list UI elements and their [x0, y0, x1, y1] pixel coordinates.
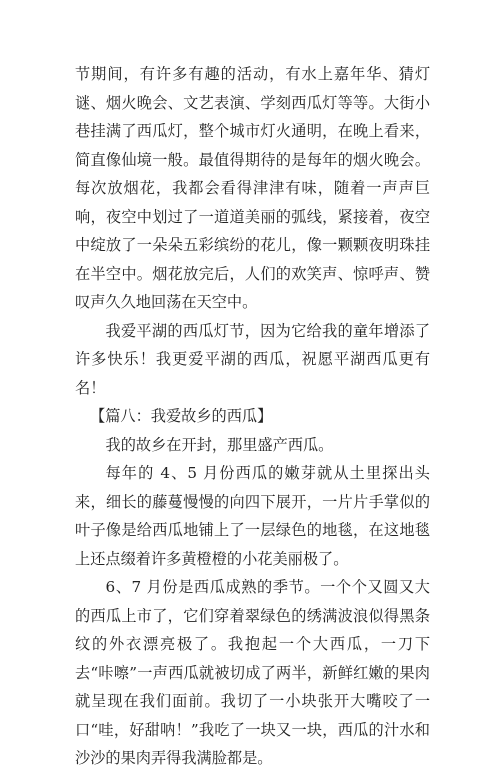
- paragraph-ripe-season: 6、7 月份是西瓜成熟的季节。一个个又圆又大的西瓜上市了，它们穿着翠绿色的绣满波浪似得黑条纹的外衣漂亮极了。我抱起一个大西瓜，一刀下去“咔嚓”一声西瓜就被切成了两半，新鲜红嫩的果肉就呈现在我们面前。我切了一小块张开大嘴咬了一口“哇，好甜呐！”我吃了一块又一块，西瓜的汁水和沙沙的果肉弄得我满脸都是。: [75, 578, 430, 767]
- paragraph-festival-activities: 节期间，有许多有趣的活动，有水上嘉年华、猜灯谜、烟火晚会、文艺表演、学刻西瓜灯等等。大街小巷挂满了西瓜灯，整个城市灯火通明，在晚上看来，简直像仙境一般。最值得期待的是每年的烟火晚会。每次放烟花，我都会看得津津有味，随着一声声巨响，夜空中划过了一道道美丽的弧线，紧接着，夜空中绽放了一朵朵五彩缤纷的花儿，像一颗颗夜明珠挂在半空中。烟花放完后，人们的欢笑声、惊呼声、赞叹声久久地回荡在天空中。: [75, 65, 430, 311]
- document-body: [75, 60, 430, 773]
- paragraph-spring-sprouts: 每年的 4、5 月份西瓜的嫩芽就从土里探出头来，细长的藤蔓慢慢的向四下展开，一片片手掌似的叶子像是给西瓜地铺上了一层绿色的地毯，在这地毯上还点缀着许多黄橙橙的小花美丽极了。: [75, 464, 430, 568]
- section-heading-part-eight: 【篇八：我爱故乡的西瓜】: [90, 407, 273, 425]
- paragraph-love-pinghu: 我爱平湖的西瓜灯节，因为它给我的童年增添了许多快乐！我更爱平湖的西瓜，祝愿平湖西瓜更有名！: [75, 321, 430, 397]
- paragraph-hometown: 我的故乡在开封，那里盛产西瓜。: [105, 435, 334, 454]
